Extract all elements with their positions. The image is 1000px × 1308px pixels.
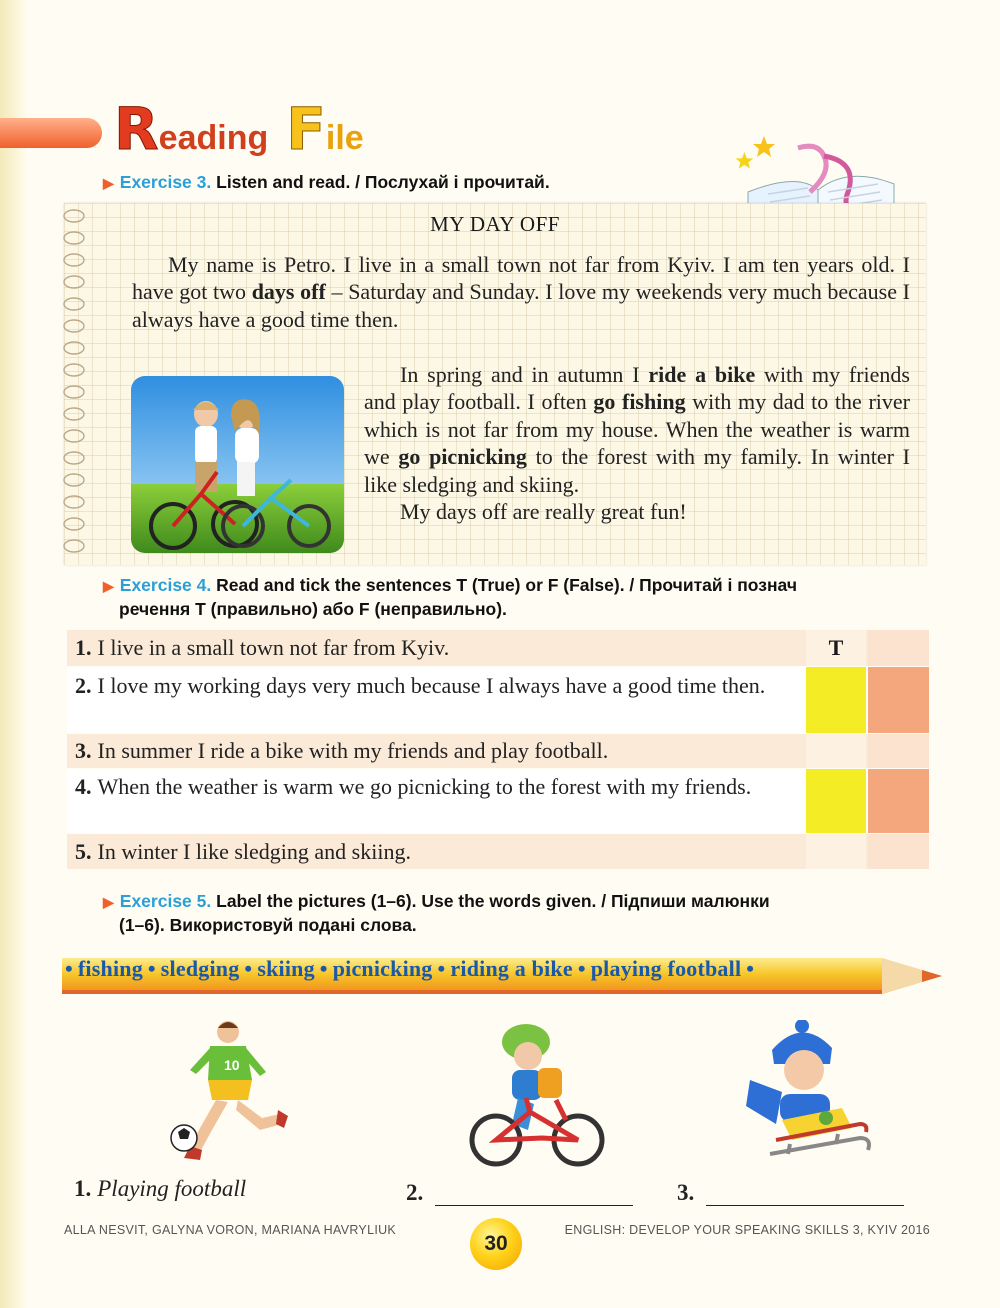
true-cell[interactable]: [806, 769, 866, 833]
answer-1: Playing football: [97, 1176, 247, 1201]
false-cell[interactable]: [868, 834, 929, 869]
child-sledging-picture: [742, 1020, 872, 1170]
word-item: skiing: [257, 956, 315, 981]
section-title: [114, 88, 364, 163]
exercise-5-label: Exercise 5.: [119, 891, 212, 911]
triangle-icon: ▶: [103, 175, 114, 191]
picture-label-3: 3.: [677, 1180, 904, 1206]
football-player-picture: [166, 1018, 296, 1168]
title-rest-2: ile: [325, 119, 364, 157]
word-item: playing football: [590, 956, 742, 981]
story-title: MY DAY OFF: [430, 212, 560, 236]
true-cell[interactable]: [806, 734, 866, 768]
word-item: riding a bike: [450, 956, 573, 981]
answer-2-input[interactable]: [435, 1183, 633, 1206]
false-cell[interactable]: [868, 630, 929, 666]
title-cap-r: R: [114, 95, 159, 163]
word-item: fishing: [77, 956, 143, 981]
word-item: sledging: [160, 956, 240, 981]
exercise-3-instruction: Listen and read. / Послухай і прочитай.: [216, 172, 550, 192]
title-rest-1: eading: [158, 119, 269, 157]
notebook-rings: [60, 208, 110, 562]
true-cell[interactable]: [806, 667, 866, 733]
answer-3-input[interactable]: [706, 1183, 904, 1206]
table-row: 2. I love my working days very much because I always have a good time then.: [67, 667, 929, 733]
title-cap-f: F: [286, 95, 326, 163]
story-paragraph-2: In spring and in autumn I ride a bike with my friends and play football. I often go fishing with my dad to the river which is not far from my house. When the weather is warm we go picnicking to the forest with my family. In winter I like sledging and skiing. My days off are really great fun!: [364, 362, 910, 525]
exercise-4-heading: ▶ Exercise 4. Read and tick the sentences T (True) or F (False). / Прочитай і познач речення T (правильно) або F (неправильно).: [103, 575, 797, 619]
false-cell[interactable]: [868, 667, 929, 733]
true-cell[interactable]: T: [806, 630, 866, 666]
page-edge: [0, 0, 28, 1308]
false-cell[interactable]: [868, 769, 929, 833]
boy-riding-bike-picture: [468, 1020, 608, 1168]
table-row: 3. In summer I ride a bike with my friends and play football.: [67, 734, 929, 768]
days-off-bold: days off: [251, 279, 326, 305]
exercise-3-heading: [103, 172, 550, 193]
triangle-icon: ▶: [103, 578, 114, 594]
picture-label-1: 1. Playing football: [74, 1176, 247, 1201]
false-cell[interactable]: [868, 734, 929, 768]
word-bank: • fishing • sledging • skiing • picnicking • riding a bike • playing football •: [65, 956, 755, 981]
exercise-5-heading: ▶ Exercise 5. Label the pictures (1–6). Use the words given. / Підпиши малюнки (1–6). Використовуй подані слова.: [103, 891, 770, 935]
table-row: 1. I live in a small town not far from Kyiv. T: [67, 630, 929, 666]
true-cell[interactable]: [806, 834, 866, 869]
svg-text:10: 10: [224, 1057, 240, 1073]
footer-book-title: ENGLISH: DEVELOP YOUR SPEAKING SKILLS 3, KYIV 2016: [564, 1223, 930, 1237]
header-pill: [0, 118, 102, 148]
exercise-4-label: Exercise 4.: [119, 575, 212, 595]
triangle-icon: ▶: [103, 894, 114, 910]
exercise-3-label: Exercise 3.: [119, 172, 212, 192]
story-paragraph-1: My name is Petro. I live in a small town not far from Kyiv. I am ten years old. I have got two days off – Saturday and Sunday. I love my weekends very much because I always have a good time then.: [132, 252, 910, 332]
kids-on-bikes-photo: [131, 376, 344, 553]
table-row: 4. When the weather is warm we go picnicking to the forest with my friends.: [67, 769, 929, 833]
picture-label-2: 2.: [406, 1180, 633, 1206]
story-closing: My days off are really great fun!: [400, 499, 687, 525]
table-row: 5. In winter I like sledging and skiing.: [67, 834, 929, 869]
page-number: 30: [470, 1218, 522, 1270]
footer-authors: ALLA NESVIT, GALYNA VORON, MARIANA HAVRYLIUK: [64, 1223, 397, 1237]
word-item: picnicking: [332, 956, 433, 981]
